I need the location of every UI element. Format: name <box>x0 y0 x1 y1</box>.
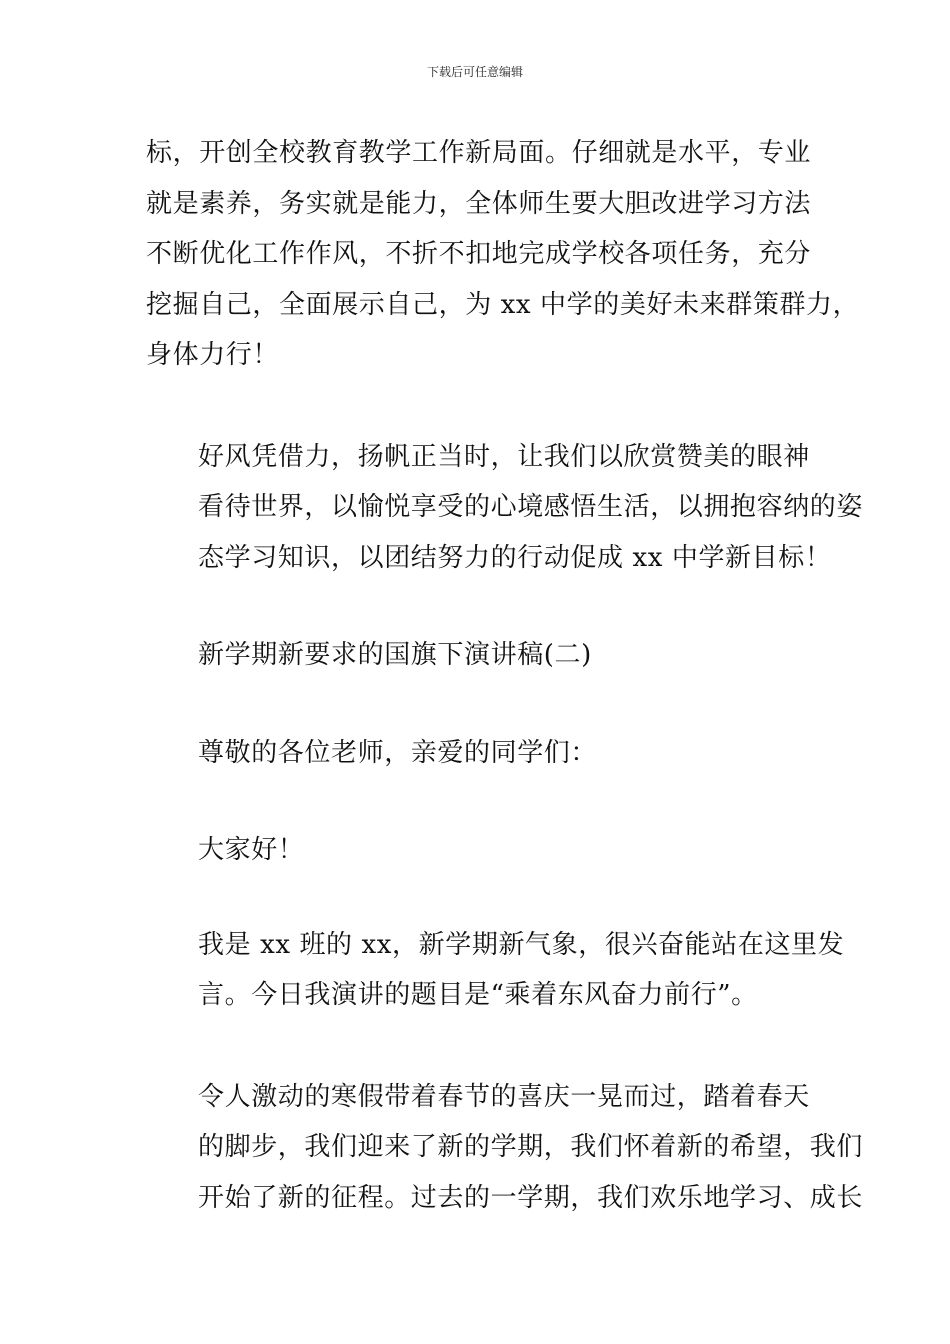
text-line: 开始了新的征程。过去的一学期，我们欢乐地学习、成长 <box>198 1182 864 1213</box>
text-line: 就是素养，务实就是能力，全体师生要大胆改进学习方法 <box>146 188 812 219</box>
text-line: 大家好！ <box>198 835 305 865</box>
text-line: 言。今日我演讲的题目是“乘着东风奋力前行”。 <box>198 980 758 1010</box>
text-line: 的脚步，我们迎来了新的学期，我们怀着新的希望，我们 <box>198 1132 864 1162</box>
paragraph-body <box>146 1072 864 1224</box>
paragraph-closing-call <box>146 432 864 584</box>
paragraph-continued <box>146 128 860 381</box>
greeting <box>146 825 826 876</box>
text-line: 挖掘自己，全面展示自己，为 xx 中学的美好未来群策群力， <box>146 289 860 320</box>
text-line: 我是 xx 班的 xx，新学期新气象，很兴奋能站在这里发 <box>198 929 845 960</box>
text-line: 好风凭借力，扬帆正当时，让我们以欣赏赞美的眼神 <box>198 441 810 472</box>
section-title <box>146 630 826 681</box>
salutation <box>146 728 826 779</box>
text-line: 不断优化工作作风，不折不扣地完成学校各项任务，充分 <box>146 239 812 269</box>
document-body <box>146 128 864 1223</box>
paragraph-introduction <box>146 920 845 1021</box>
text-line: 新学期新要求的国旗下演讲稿(二) <box>198 640 592 670</box>
text-line: 标，开创全校教育教学工作新局面。仔细就是水平，专业 <box>146 138 812 168</box>
text-line: 令人激动的寒假带着春节的喜庆一晃而过，踏着春天 <box>198 1081 810 1112</box>
text-line: 看待世界，以愉悦享受的心境感悟生活，以拥抱容纳的姿 <box>198 492 864 522</box>
text-line: 身体力行！ <box>146 340 280 370</box>
text-line: 态学习知识，以团结努力的行动促成 xx 中学新目标！ <box>198 542 832 573</box>
page-header: 下载后可任意编辑 <box>426 65 523 79</box>
text-line: 尊敬的各位老师，亲爱的同学们： <box>198 737 598 768</box>
